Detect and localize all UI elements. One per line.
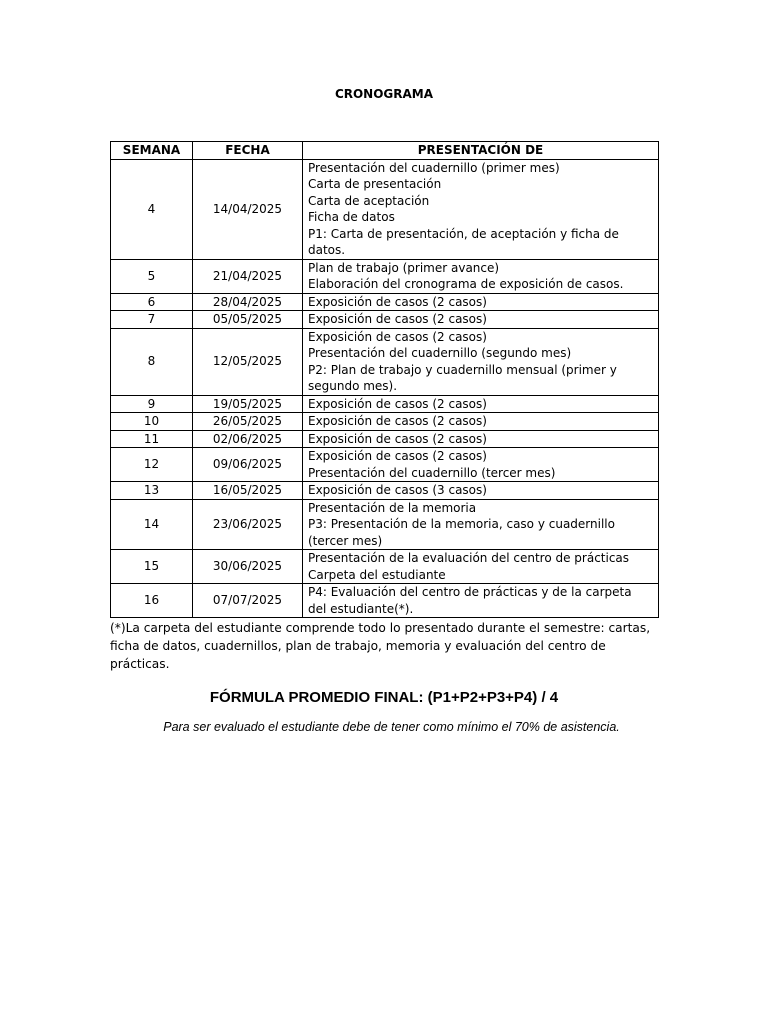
header-week: SEMANA (111, 142, 193, 160)
presentation-item: Exposición de casos (2 casos) (308, 329, 487, 344)
table-row (111, 159, 659, 259)
presentation-cell (303, 259, 659, 293)
table-row (111, 311, 659, 329)
presentation-cell (303, 395, 659, 413)
presentation-cell (303, 448, 659, 482)
date-cell: 21/04/2025 (193, 259, 303, 293)
footnote: (*)La carpeta del estudiante comprende todo lo presentado durante el semestre: cartas, ficha de datos, cuadernillos, plan de trabajo, memoria y evaluación del centro de prácticas. (110, 621, 651, 671)
table-row (111, 328, 659, 395)
presentation-cell (303, 550, 659, 584)
date-cell: 19/05/2025 (193, 395, 303, 413)
week-cell: 7 (111, 311, 193, 329)
schedule-table (110, 141, 659, 618)
final-grade-formula: FÓRMULA PROMEDIO FINAL: (P1+P2+P3+P4) / 4 (209, 689, 559, 706)
presentation-item: P4: Evaluación del centro de prácticas y de la carpeta del estudiante(*). (308, 585, 632, 616)
presentation-cell (303, 311, 659, 329)
header-date: FECHA (193, 142, 303, 160)
presentation-item: Exposición de casos (2 casos) (308, 312, 487, 326)
presentation-item: Presentación de la evaluación del centro de prácticas (308, 551, 630, 565)
presentation-cell (303, 430, 659, 448)
presentation-item: Presentación del cuadernillo (primer mes) (308, 160, 560, 175)
presentation-item: P1: Carta de presentación, de aceptación y ficha de datos. (308, 226, 619, 257)
date-cell: 09/06/2025 (193, 448, 303, 482)
table-row (111, 550, 659, 584)
table-row (111, 482, 659, 500)
presentation-item: Exposición de casos (3 casos) (308, 483, 487, 497)
presentation-cell (303, 584, 659, 618)
date-cell: 28/04/2025 (193, 293, 303, 311)
week-cell: 10 (111, 413, 193, 431)
presentation-item: Presentación del cuadernillo (segundo mes) (308, 346, 572, 360)
presentation-item: Exposición de casos (2 casos) (308, 414, 487, 428)
presentation-item: Presentación del cuadernillo (tercer mes) (308, 465, 556, 480)
table-row (111, 430, 659, 448)
week-cell: 8 (111, 328, 193, 395)
week-cell: 9 (111, 395, 193, 413)
header-presentation: PRESENTACIÓN DE (303, 142, 659, 160)
attendance-requirement: Para ser evaluado el estudiante debe de tener como mínimo el 70% de asistencia. (163, 720, 620, 734)
week-cell: 16 (111, 584, 193, 618)
week-cell: 14 (111, 499, 193, 550)
table-row (111, 584, 659, 618)
week-cell: 5 (111, 259, 193, 293)
date-cell: 26/05/2025 (193, 413, 303, 431)
week-cell: 12 (111, 448, 193, 482)
presentation-cell (303, 293, 659, 311)
week-cell: 15 (111, 550, 193, 584)
date-cell: 30/06/2025 (193, 550, 303, 584)
week-cell: 13 (111, 482, 193, 500)
date-cell: 23/06/2025 (193, 499, 303, 550)
table-header-row (111, 142, 659, 160)
presentation-item: P2: Plan de trabajo y cuadernillo mensual (primer y segundo mes). (308, 362, 617, 393)
presentation-item: Exposición de casos (2 casos) (308, 449, 487, 463)
presentation-item: Carta de presentación (308, 177, 442, 191)
presentation-item: Carpeta del estudiante (308, 567, 446, 582)
week-cell: 6 (111, 293, 193, 311)
date-cell: 14/04/2025 (193, 159, 303, 259)
page-title: CRONOGRAMA (334, 87, 434, 101)
table-row (111, 413, 659, 431)
date-cell: 12/05/2025 (193, 328, 303, 395)
table-row (111, 499, 659, 550)
presentation-item: Plan de trabajo (primer avance) (308, 260, 500, 275)
presentation-cell (303, 482, 659, 500)
presentation-cell (303, 328, 659, 395)
table-row (111, 448, 659, 482)
presentation-cell (303, 159, 659, 259)
presentation-cell (303, 413, 659, 431)
week-cell: 4 (111, 159, 193, 259)
table-row (111, 259, 659, 293)
presentation-item: Exposición de casos (2 casos) (308, 396, 487, 411)
presentation-item: Exposición de casos (2 casos) (308, 431, 487, 446)
presentation-item: Elaboración del cronograma de exposición de casos. (308, 277, 624, 291)
table-body (111, 159, 659, 618)
presentation-item: Presentación de la memoria (308, 500, 477, 515)
presentation-item: Exposición de casos (2 casos) (308, 294, 487, 309)
week-cell: 11 (111, 430, 193, 448)
table-row (111, 293, 659, 311)
presentation-cell (303, 499, 659, 550)
date-cell: 05/05/2025 (193, 311, 303, 329)
date-cell: 02/06/2025 (193, 430, 303, 448)
presentation-item: Carta de aceptación (308, 193, 430, 208)
date-cell: 16/05/2025 (193, 482, 303, 500)
date-cell: 07/07/2025 (193, 584, 303, 618)
presentation-item: P3: Presentación de la memoria, caso y cuadernillo (tercer mes) (308, 517, 615, 548)
presentation-item: Ficha de datos (308, 210, 395, 224)
table-row (111, 395, 659, 413)
